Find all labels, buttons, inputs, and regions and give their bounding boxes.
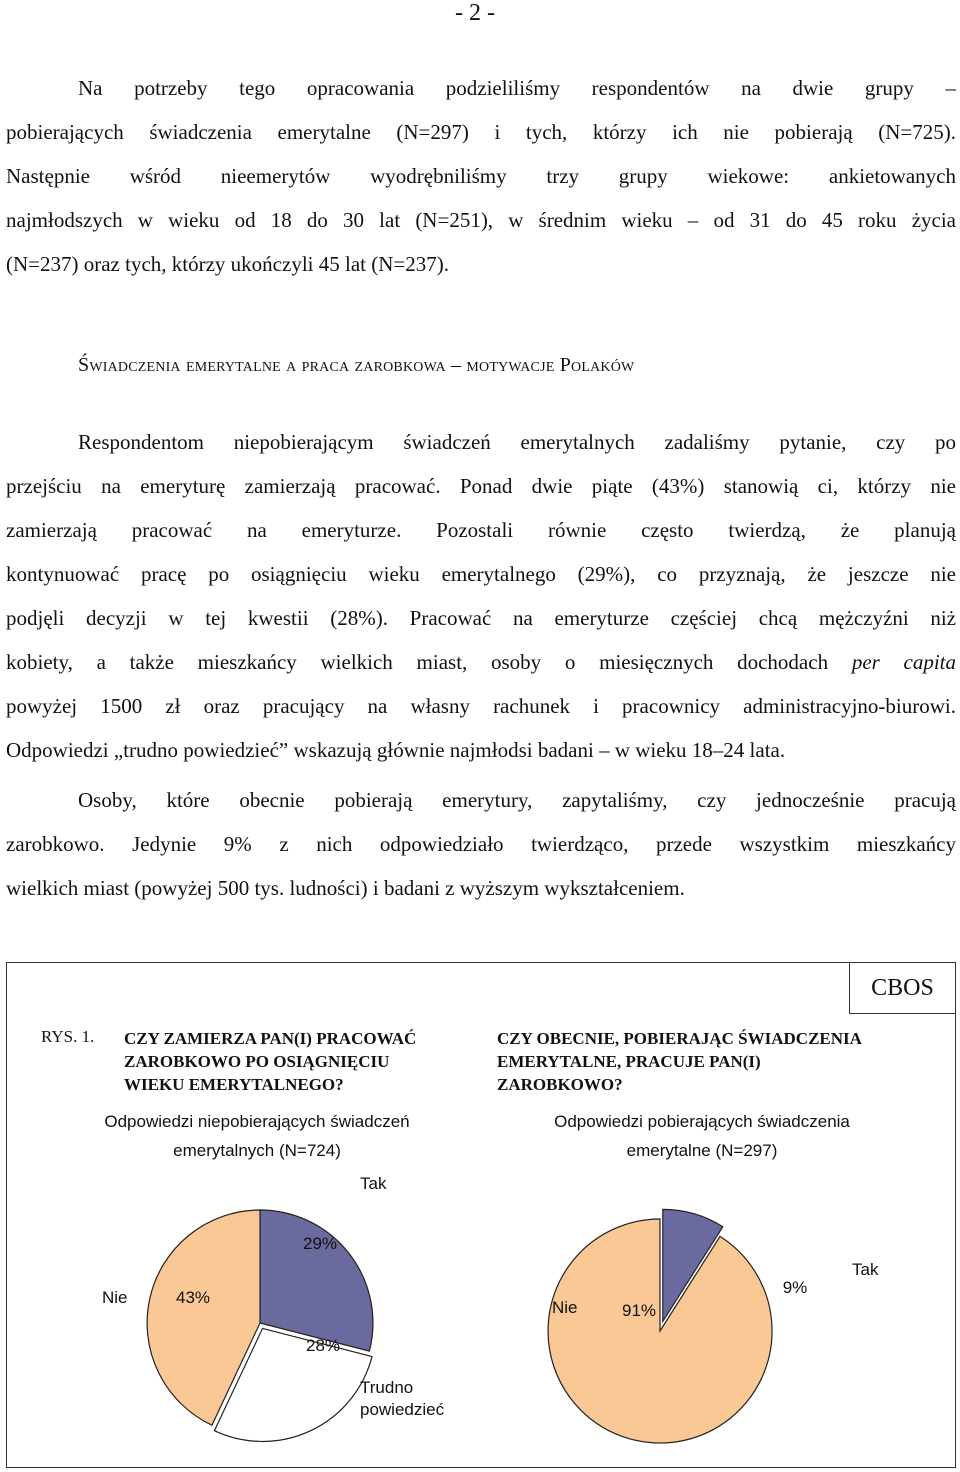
text-line: najmłodszych w wieku od 18 do 30 lat (N=251), w średnim wieku – od 31 do 45 roku życia xyxy=(6,208,956,232)
question-line: ZAROBKOWO PO OSIĄGNIĘCIU xyxy=(124,1052,390,1071)
slice-value-label: 29% xyxy=(302,1234,338,1253)
slice-category-label: Tak xyxy=(360,1174,387,1193)
question-line: WIEKU EMERYTALNEGO? xyxy=(124,1075,344,1094)
slice-category-label: Trudno powiedzieć xyxy=(360,1378,445,1419)
italic-term: per capita xyxy=(851,650,957,674)
text-line: wielkich miast (powyżej 500 tys. ludności) i badani z wyższym wykształceniem. xyxy=(6,876,685,900)
pie-charts xyxy=(7,963,955,1467)
question-line: ZAROBKOWO? xyxy=(497,1075,623,1094)
text-line: kontynuować pracę po osiągnięciu wieku emerytalnego (29%), co przyznają, że jeszcze nie xyxy=(6,562,956,586)
question-line: CZY ZAMIERZA PAN(I) PRACOWAĆ xyxy=(124,1029,417,1048)
slice-value-label: 28% xyxy=(305,1336,341,1355)
subtitle-line: Odpowiedzi niepobierających świadczeń xyxy=(104,1112,410,1131)
text-line: przejściu na emeryturę zamierzają pracować. Ponad dwie piąte (43%) stanowią ci, którzy nie xyxy=(6,474,956,498)
subtitle-line: Odpowiedzi pobierających świadczenia xyxy=(554,1112,850,1131)
text-line: Następnie wśród nieemerytów wyodrębniliśmy trzy grupy wiekowe: ankietowanych xyxy=(6,164,956,188)
figure-box xyxy=(6,962,956,1468)
slice-category-label: Nie xyxy=(102,1288,128,1307)
pie-chart-working-pensioners xyxy=(548,1209,879,1443)
slice-value-label: 43% xyxy=(175,1288,211,1307)
slice-category-label: Tak xyxy=(852,1260,879,1279)
brand-label: CBOS xyxy=(849,963,955,1014)
text-line: (N=237) oraz tych, którzy ukończyli 45 lat (N=237). xyxy=(6,252,449,276)
paragraph-intro xyxy=(6,66,956,286)
text-line: zarobkowo. Jedynie 9% z nich odpowiedziało twierdząco, przede wszystkim mieszkańcy xyxy=(6,832,956,856)
text-line: Na potrzeby tego opracowania podzieliliśmy respondentów na dwie grupy – xyxy=(78,76,956,100)
pie-slice-nie xyxy=(548,1219,772,1443)
pie-chart-retirement-plans xyxy=(102,1174,445,1441)
paragraph-motivations xyxy=(6,420,956,772)
question-line: EMERYTALNE, PRACUJE PAN(I) xyxy=(497,1052,761,1071)
pie-slice-tak xyxy=(260,1210,373,1351)
subtitle-line: emerytalne (N=297) xyxy=(626,1141,778,1160)
section-title: Świadczenia emerytalne a praca zarobkowa – motywacje Polaków xyxy=(78,354,635,376)
figure-label: RYS. 1. xyxy=(41,1027,95,1046)
text-line: Odpowiedzi „trudno powiedzieć” wskazują głównie najmłodsi badani – w wieku 18–24 lata. xyxy=(6,738,786,762)
slice-value-label: 9% xyxy=(782,1278,808,1297)
page-number: - 2 - xyxy=(455,0,495,26)
text-span: kobiety, a także mieszkańcy wielkich miast, osoby o miesięcznych dochodach xyxy=(6,650,829,674)
slice-value-label: 91% xyxy=(621,1301,657,1320)
text-line: pobierających świadczenia emerytalne (N=297) i tych, którzy ich nie pobierają (N=725). xyxy=(6,120,956,144)
text-line: Osoby, które obecnie pobierają emerytury, zapytaliśmy, czy jednocześnie pracują xyxy=(78,788,956,812)
text-line xyxy=(6,640,956,684)
subtitle-line: emerytalnych (N=724) xyxy=(173,1141,341,1160)
slice-category-label: Nie xyxy=(552,1298,578,1317)
text-line: Respondentom niepobierającym świadczeń emerytalnych zadaliśmy pytanie, czy po xyxy=(78,430,956,454)
text-line: podjęli decyzji w tej kwestii (28%). Pracować na emeryturze częściej chcą mężczyźni niż xyxy=(6,606,956,630)
paragraph-pensioners xyxy=(6,778,956,910)
text-line: powyżej 1500 zł oraz pracujący na własny rachunek i pracownicy administracyjno-biurowi. xyxy=(6,694,956,718)
text-line: zamierzają pracować na emeryturze. Pozostali równie często twierdzą, że planują xyxy=(6,518,956,542)
question-line: CZY OBECNIE, POBIERAJĄC ŚWIADCZENIA xyxy=(497,1029,862,1048)
